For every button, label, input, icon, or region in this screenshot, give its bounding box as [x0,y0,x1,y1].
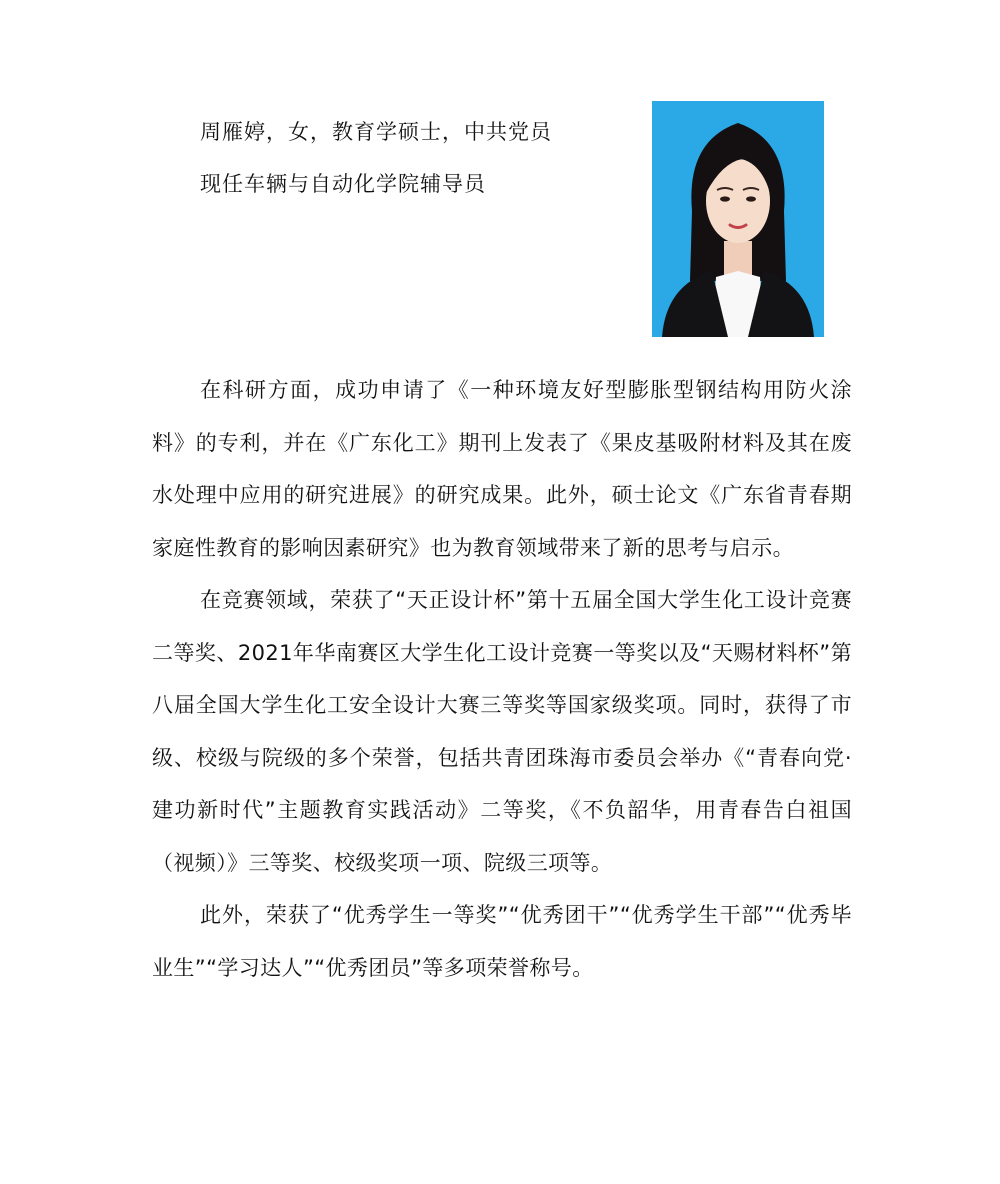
paragraph-competitions: 在竞赛领域，荣获了“天正设计杯”第十五届全国大学生化工设计竞赛二等奖、2021年华南赛区大学生化工设计竞赛一等奖以及“天赐材料杯”第八届全国大学生化工安全设计大赛三等奖等国家级奖项。同时，获得了市级、校级与院级的多个荣誉，包括共青团珠海市委员会举办《“青春向党·建功新时代”主题教育实践活动》二等奖，《不负韶华，用青春告白祖国（视频）》三等奖、校级奖项一项、院级三项等。 [152,588,852,875]
profile-position-line: 现任车辆与自动化学院辅导员 [200,172,486,196]
paragraph-honors: 此外，荣获了“优秀学生一等奖”“优秀团干”“优秀学生干部”“优秀毕业生”“学习达人”“优秀团员”等多项荣誉称号。 [152,903,852,980]
portrait-photo [652,101,824,337]
paragraph-research: 在科研方面，成功申请了《一种环境友好型膨胀型钢结构用防火涂料》的专利，并在《广东化工》期刊上发表了《果皮基吸附材料及其在废水处理中应用的研究进展》的研究成果。此外，硕士论文《广东省青春期家庭性教育的影响因素研究》也为教育领域带来了新的思考与启示。 [152,378,852,560]
profile-name-line: 周雁婷，女，教育学硕士，中共党员 [200,120,552,144]
biography-body [152,364,852,994]
